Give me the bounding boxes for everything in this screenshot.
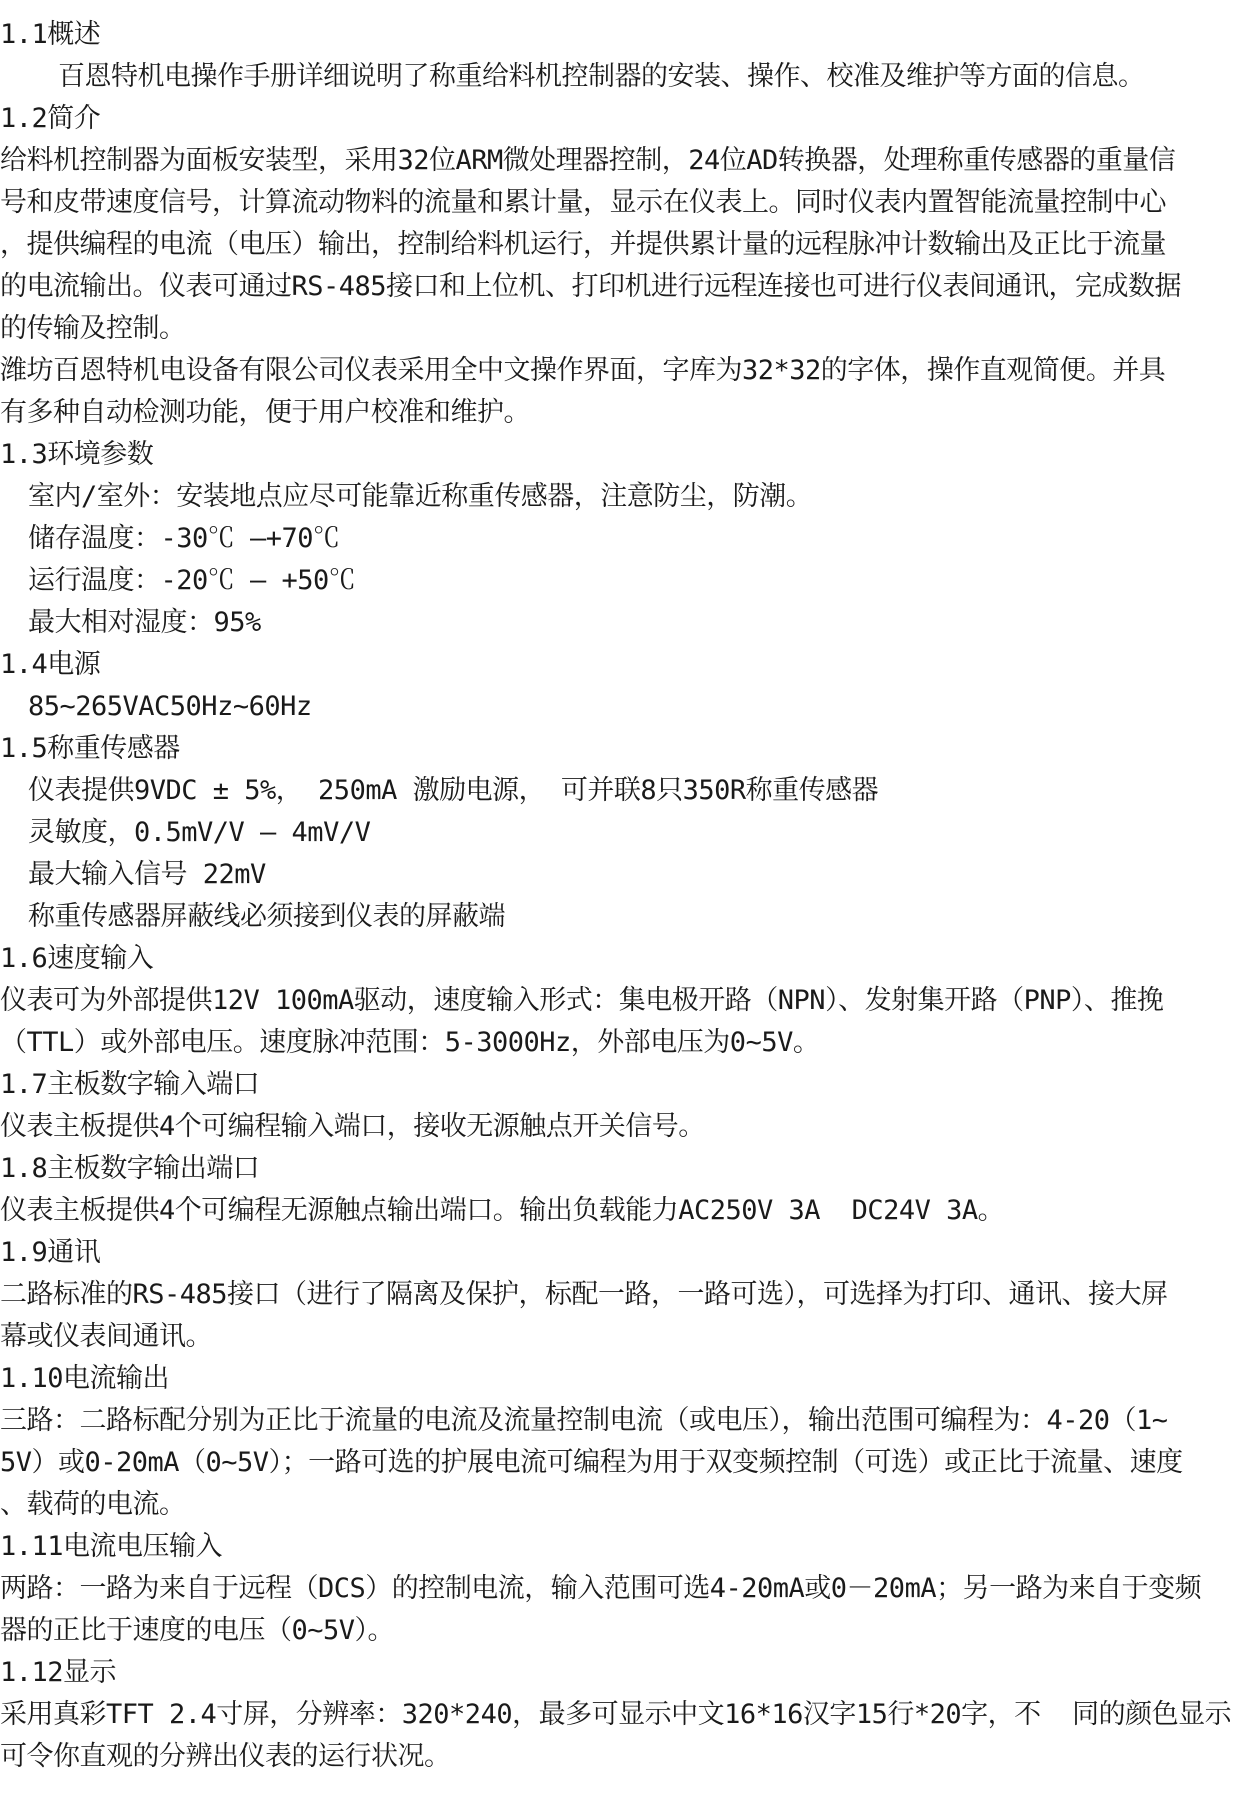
paragraph-line: 的传输及控制。 — [0, 313, 186, 344]
section-heading-1-10: 1.10电流输出 — [0, 1363, 170, 1394]
paragraph-line: 幕或仪表间通讯。 — [0, 1321, 212, 1352]
paragraph-line: 5V）或0-20mA（0~5V）；一路可选的护展电流可编程为用于双变频控制（可选）或正比于流量、速度 — [0, 1447, 1183, 1478]
paragraph-line: 有多种自动检测功能，便于用户校准和维护。 — [0, 397, 530, 428]
paragraph-line: 、载荷的电流。 — [0, 1489, 186, 1520]
section-heading-1-7: 1.7主板数字输入端口 — [0, 1069, 260, 1100]
paragraph-line: 的电流输出。仪表可通过RS-485接口和上位机、打印机进行远程连接也可进行仪表间通讯，完成数据 — [0, 271, 1182, 302]
section-heading-1-2: 1.2简介 — [0, 103, 101, 134]
paragraph-line: 可令你直观的分辨出仪表的运行状况。 — [0, 1741, 451, 1772]
list-item: 仪表提供9VDC ± 5%， 250mA 激励电源， 可并联8只350R称重传感器 — [28, 775, 879, 806]
paragraph-line: （TTL）或外部电压。速度脉冲范围：5-3000Hz，外部电压为0~5V。 — [0, 1027, 820, 1058]
section-heading-1-6: 1.6速度输入 — [0, 943, 154, 974]
paragraph-line: 仪表主板提供4个可编程输入端口，接收无源触点开关信号。 — [0, 1111, 705, 1142]
paragraph-line: 潍坊百恩特机电设备有限公司仪表采用全中文操作界面，字库为32*32的字体，操作直观简便。并具 — [0, 355, 1166, 386]
paragraph-line: 两路：一路为来自于远程（DCS）的控制电流，输入范围可选4-20mA或0－20mA；另一路为来自于变频 — [0, 1573, 1202, 1604]
section-heading-1-3: 1.3环境参数 — [0, 439, 154, 470]
list-item: 运行温度：-20℃ — +50℃ — [28, 565, 356, 596]
paragraph-line: 给料机控制器为面板安装型，采用32位ARM微处理器控制，24位AD转换器，处理称重传感器的重量信 — [0, 145, 1176, 176]
list-item: 最大输入信号 22mV — [28, 859, 266, 890]
list-item: 最大相对湿度：95% — [28, 607, 261, 638]
section-heading-1-11: 1.11电流电压输入 — [0, 1531, 223, 1562]
section-heading-1-5: 1.5称重传感器 — [0, 733, 180, 764]
list-item: 储存温度：-30℃ —+70℃ — [28, 523, 340, 554]
list-item: 称重传感器屏蔽线必须接到仪表的屏蔽端 — [28, 901, 505, 932]
section-heading-1-9: 1.9通讯 — [0, 1237, 101, 1268]
paragraph-line: 仪表可为外部提供12V 100mA驱动，速度输入形式：集电极开路（NPN）、发射集开路（PNP）、推挽 — [0, 985, 1164, 1016]
section-heading-1-12: 1.12显示 — [0, 1657, 117, 1688]
paragraph-line: 器的正比于速度的电压（0~5V）。 — [0, 1615, 395, 1646]
section-heading-1-1: 1.1概述 — [0, 19, 101, 50]
section-heading-1-8: 1.8主板数字输出端口 — [0, 1153, 260, 1184]
paragraph-line: 采用真彩TFT 2.4寸屏，分辨率：320*240，最多可显示中文16*16汉字15行*20字，不 同的颜色显示 — [0, 1699, 1232, 1730]
paragraph-line: 三路：二路标配分别为正比于流量的电流及流量控制电流（或电压），输出范围可编程为：4-20（1~ — [0, 1405, 1168, 1436]
paragraph-line: 二路标准的RS-485接口（进行了隔离及保护，标配一路，一路可选），可选择为打印、通讯、接大屏 — [0, 1279, 1168, 1310]
list-item: 85~265VAC50Hz~60Hz — [28, 691, 312, 722]
paragraph-line: 仪表主板提供4个可编程无源触点输出端口。输出负载能力AC250V 3A DC24V 3A。 — [0, 1195, 1005, 1226]
list-item: 灵敏度，0.5mV/V – 4mV/V — [28, 817, 371, 848]
section-heading-1-4: 1.4电源 — [0, 649, 101, 680]
list-item: 室内/室外：安装地点应尽可能靠近称重传感器，注意防尘，防潮。 — [28, 481, 813, 512]
paragraph-line: 百恩特机电操作手册详细说明了称重给料机控制器的安装、操作、校准及维护等方面的信息。 — [58, 61, 1145, 92]
paragraph-line: ，提供编程的电流（电压）输出，控制给料机运行，并提供累计量的远程脉冲计数输出及正比于流量 — [0, 229, 1166, 260]
paragraph-line: 号和皮带速度信号，计算流动物料的流量和累计量，显示在仪表上。同时仪表内置智能流量控制中心 — [0, 187, 1166, 218]
